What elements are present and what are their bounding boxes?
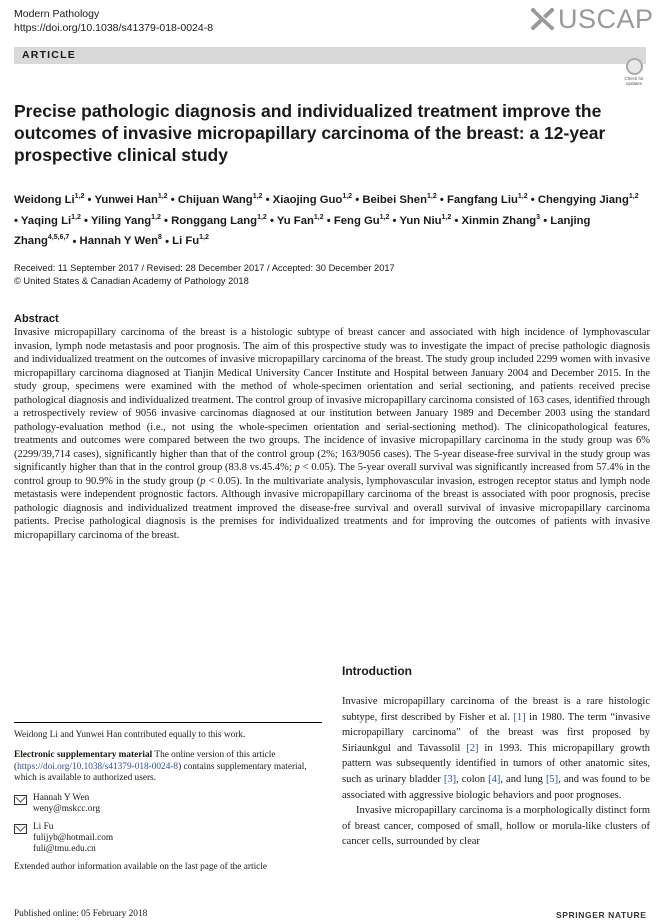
author-affiliation: 1,2 [342,193,353,200]
equal-contribution-note: Weidong Li and Yunwei Han contributed equally to this work. [14,730,246,740]
uscap-logo [528,3,652,35]
esm-link[interactable]: https://doi.org/10.1038/s41379-018-0024-8 [17,761,179,772]
author-separator: • [160,214,172,227]
author-name[interactable]: Lanjing Zhang$^{4,5,6,7}$ [14,214,591,248]
author-affiliation: 4,5,6,7 [47,234,70,242]
author-name[interactable]: Xiaojing Guo$^{1,2}$ [272,193,353,206]
author-name[interactable]: Chijuan Wang$^{1,2}$ [177,193,263,206]
author-name[interactable]: Hannah Y Wen$^8$ [79,234,162,248]
author-name[interactable]: Ronggang Lang$^{1,2}$ [171,213,267,227]
author-separator: • [14,214,21,227]
introduction-heading: Introduction [342,664,412,678]
author-name[interactable]: Feng Gu$^{1,2}$ [333,213,390,227]
esm-text: ) contains supplementary material, which is available to authorized users. [14,761,307,783]
esm-text: The online version of this article ( [14,750,276,772]
copyright: © United States & Canadian Academy of Pathology 2018 [14,276,249,286]
logo-text: USCAP [558,4,654,34]
reference-link-5[interactable]: [5] [545,773,559,785]
author-name[interactable]: Yunwei Han$^{1,2}$ [94,193,168,206]
author-separator: • [527,193,538,206]
contact-name: Hannah Y Wen [33,793,90,804]
author-affiliation: 1,2 [71,213,81,221]
intro-text-segment: , and lung [500,773,546,785]
author-separator: • [266,214,277,227]
reference-link-4[interactable]: [4] [488,773,501,785]
author-separator: • [167,193,178,206]
check-for-updates-badge[interactable] [619,58,649,92]
author-separator: • [262,193,273,206]
author-name[interactable]: Xinmin Zhang$^3$ [461,213,541,227]
esm-label: Electronic supplementary material [14,750,153,761]
author-affiliation: 8 [158,234,162,242]
author-name[interactable]: Yu Fan$^{1,2}$ [276,213,324,227]
check-updates-label: Check for updates [624,76,644,86]
contact-email[interactable]: fulijyb@hotmail.com [33,833,114,844]
author-name[interactable]: Fangfang Liu$^{1,2}$ [446,193,528,206]
abstract-heading: Abstract [14,313,59,325]
author-affiliation: 1,2 [426,193,437,200]
introduction-body [342,694,650,850]
contact-name: Li Fu [33,821,54,832]
extended-author-info: Extended author information available on the last page of the article [14,861,267,872]
author-affiliation: 3 [536,213,541,221]
author-affiliation: 1,2 [257,213,267,221]
author-separator: • [69,235,80,248]
intro-text-segment: , and was found to be associated with aggressive biologic behaviors and poor prognoses. [342,773,650,801]
author-separator: • [352,193,363,206]
published-date: Published online: 05 February 2018 [14,909,148,919]
author-affiliation: 1,2 [74,193,85,200]
author-separator: • [161,235,173,248]
author-affiliation: 1,2 [252,193,263,200]
author-name[interactable]: Beibei Shen$^{1,2}$ [362,193,437,206]
journal-name: Modern Pathology [14,8,100,20]
supplementary-note [14,750,322,784]
intro-text-segment: , colon [456,773,489,785]
uscap-x-icon [530,7,556,31]
envelope-icon [14,824,27,834]
footnote-divider [14,722,322,723]
check-updates-icon [626,58,643,75]
author-separator: • [451,214,462,227]
author-name[interactable]: Li Fu$^{1,2}$ [172,234,209,248]
author-name[interactable]: Yun Niu$^{1,2}$ [399,213,452,227]
footnotes [14,730,322,873]
intro-text-segment: in 1980. The term “invasive micropapillary carcinoma” of the breast was first proposed by Siriaunkgul and Tavassolil [342,711,650,754]
intro-paragraph [342,694,650,803]
author-affiliation: 1,2 [151,213,161,221]
history-dates: Received: 11 September 2017 / Revised: 28 December 2017 / Accepted: 30 December 2017 [14,263,395,273]
contact-email[interactable]: weny@mskcc.org [33,804,100,815]
reference-link-3[interactable]: [3] [443,773,457,785]
author-name[interactable]: Yiling Yang$^{1,2}$ [90,213,161,227]
author-separator: • [323,214,334,227]
article-type-label: ARTICLE [22,49,76,61]
contact-li-fu [14,822,322,856]
author-separator: • [389,214,400,227]
intro-text-segment: Invasive micropapillary carcinoma of the breast is a rare histologic subtype, first described by Fisher et al. [342,696,650,723]
reference-link-1[interactable]: [1] [513,711,526,723]
author-separator: • [84,193,95,206]
author-affiliation: 1,2 [441,213,452,221]
contact-hannah-wen [14,793,322,816]
author-affiliation: 1,2 [199,234,209,242]
journal-header [14,7,213,35]
contact-email[interactable]: fuli@tmu.edu.cn [33,844,96,855]
article-type-bar [14,47,646,64]
abstract-text: Invasive micropapillary carcinoma of the breast is a histologic subtype of breast cancer and associated with high incidence of lymphovascular invasion, lymph node metastasis and poor prognosis. The aim of this prospective study was to investigate the impact of precise pathologic diagnosis and individualized treatment on the outcomes of invasive micropapillary carcinoma of the breast. The study group included 2299 women with invasive micropapillary carcinoma diagnosed at Tianjin Medical University Cancer Institute and Hospital between January 2004 and December 2015. In the study group, specimens were examined with the method of whole-specimen orientation and serial sectioning, and patients received precise pathological diagnosis and individualized treatment. The control group of invasive micropapillary carcinoma consisted of 163 cases, identified through a retrospectively review of 9056 invasive carcinomas diagnosed at our institution between January 1989 and December 2003 using the standard pathology-evaluation method (i.e., not using the whole-specimen orientation and serial-sectioning method). The clinicopathological features, treatments and outcomes were compared between the two groups. The incidence of invasive micropapillary carcinoma in the study group was 6% (2299/39,714 cases), significantly higher than that of the control group (2%; 163/9056 cases). The 5-year disease-free survival in the study group was significantly higher than that in the control group (83.8 vs.45.4%; p < 0.05). The 5-year overall survival was significantly increased from 57.4% in the control group to 90.9% in the study group (p < 0.05). In the multivariate analysis, lymphovascular invasion, estrogen receptor status and lymph node metastasis were independent prognostic factors. Although invasive micropapillary carcinoma of the breast is associated with poor prognosis, precise pathologic diagnosis and individualized treatment improved the disease-free survival and overall survival of invasive micropapillary carcinoma patients. Precise pathological diagnosis is the premises for individualized treatments and for improving the outcomes of patients with invasive micropapillary carcinoma of the breast. [14,327,650,541]
intro-text-segment: in 1993. This micropapillary growth pattern was subsequently identified in tumors of other anatomic sites, such as urinary bladder [342,742,650,785]
author-name[interactable]: Chengying Jiang$^{1,2}$ [537,193,639,206]
author-separator: • [80,214,91,227]
author-affiliation: 1,2 [313,213,324,221]
author-affiliation: 1,2 [157,193,168,200]
author-affiliation: 1,2 [517,193,528,200]
intro-paragraph: Invasive micropapillary carcinoma is a morphologically distinct form of breast cancer, composed of small, hollow or morula-like clusters of cancer cells, surrounded by clear [342,805,650,848]
publisher-logo: SPRINGER NATURE [556,910,647,920]
author-affiliation: 1,2 [379,213,390,221]
author-separator: • [540,214,551,227]
author-separator: • [436,193,447,206]
author-affiliation: 1,2 [628,193,639,200]
author-name[interactable]: Yaqing Li$^{1,2}$ [20,213,81,227]
envelope-icon [14,795,27,805]
article-title: Precise pathologic diagnosis and individualized treatment improve the outcomes of invasive micropapillary carcinoma of the breast: a 12-year prospective clinical study [14,101,606,165]
article-dates [14,262,644,288]
author-name[interactable]: Weidong Li$^{1,2}$ [14,193,85,206]
doi-link[interactable]: https://doi.org/10.1038/s41379-018-0024-8 [14,22,214,34]
author-list [14,188,644,250]
reference-link-2[interactable]: [2] [466,742,479,754]
